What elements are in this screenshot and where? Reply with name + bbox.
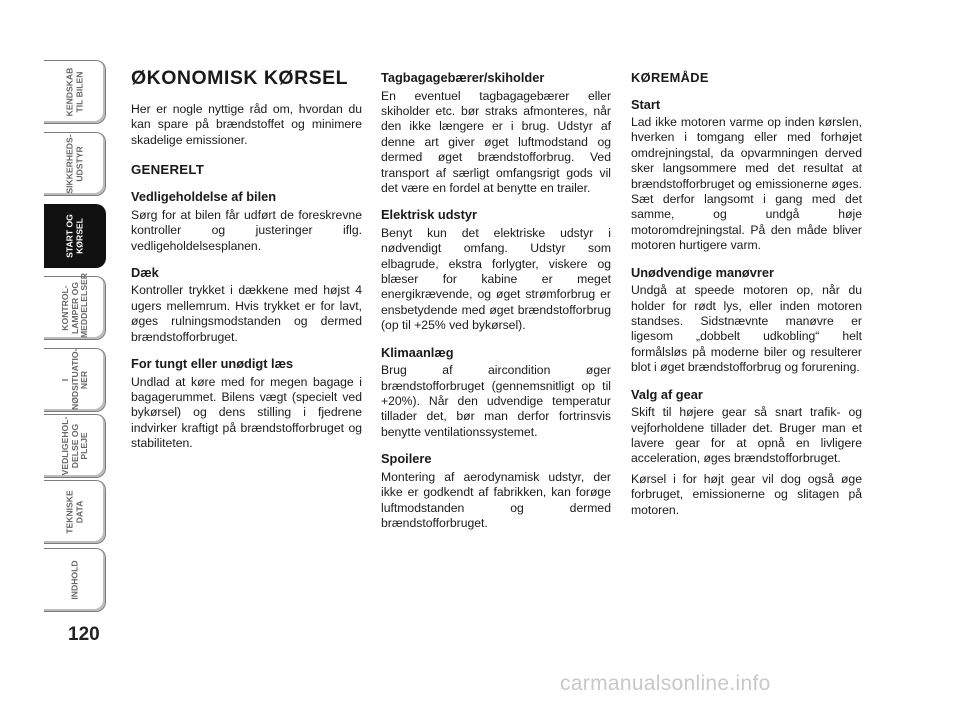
text-vedligeholdelse: Sørg for at bilen får udført de foreskrevne kontroller og justeringer iflg. vedligeholdelsesplanen. (131, 207, 362, 253)
tab-label: I NØDSITUATIO- NER (59, 348, 89, 410)
column-2 (381, 66, 611, 536)
heading-start: Start (631, 96, 661, 112)
text-klimaanlaeg: Brug af aircondition øger brændstofforbruget (gennemsnitligt op til +20%). Når den udvendige temperatur tillader det, bør man derfor fortrinsvis benytte ventilationssystemet. (381, 363, 611, 439)
text-unoedvendige-manoevrer: Undgå at speede motoren op, når du holder for rødt lys, eller inden motoren standses. Sidstnævnte manøvre er ligesom „dobbelt udkobling“ helt formålsløs på moderne biler og resulterer blot i øget brændstofforbrug og forurening. (631, 283, 862, 375)
heading-elektrisk-udstyr: Elektrisk udstyr (381, 207, 478, 223)
tab-tekniske-data[interactable] (44, 480, 106, 544)
text-spoilere: Montering af aerodynamisk udstyr, der ikke er godkendt af fabrikken, kan forøge luftmodstanden og dermed brændstofforbruget. (381, 469, 611, 530)
heading-unoedvendige-manoevrer: Unødvendige manøvrer (631, 264, 774, 280)
tab-label: VEDLIGEHOL- DELSE OG PLEJE (59, 416, 89, 476)
tab-label: INDHOLD (68, 560, 79, 600)
heading-daek: Dæk (131, 264, 159, 280)
tab-kontrollamper[interactable] (44, 273, 106, 340)
heading-vedligeholdelse: Vedligeholdelse af bilen (131, 189, 277, 205)
text-start: Lad ikke motoren varme op inden kørslen, hverken i tomgang eller med forhøjet omdrejningstal, da opvarmningen derved sker langsommere med det resultat at brændstofforbruget og emissionerne øges. Sæt derfor langsomt i gang med det samme, og undgå høje motoromdrejningstal. På den måde bliver motoren hurtigere varm. (631, 115, 862, 253)
tab-label: SIKKERHEDS- UDSTYR (64, 134, 84, 194)
watermark: carmanualsonline.info (560, 672, 771, 695)
text-tagbagagebaerer: En eventuel tagbagagebærer eller skiholder etc. bør straks afmonteres, når den ikke længere er i brug. Udstyr af denne art giver øget luftmodstand og dermed øget brændstofforbrug. Ved transport af særligt omfangsrigt gods vil det være en fordel at benytte en trailer. (381, 88, 611, 195)
text-elektrisk-udstyr: Benyt kun det elektriske udstyr i nødvendigt omfang. Udstyr som elbagrude, ekstra forlygter, viskere og blæser for kabine er meget energikrævende, og øget strømforbrug er ensbetydende med øget brændstofforbrug (op til +25% ved bykørsel). (381, 225, 611, 333)
heading-spoilere: Spoilere (381, 451, 432, 467)
column-3 (631, 66, 862, 523)
section-heading-generelt: GENERELT (131, 162, 205, 178)
tab-vedligeholdelse[interactable] (44, 414, 106, 478)
heading-tagbagagebaerer: Tagbagagebærer/skiholder (381, 70, 545, 85)
page-number: 120 (68, 624, 100, 645)
column-1 (131, 66, 362, 457)
tab-label: TEKNISKE DATA (64, 490, 84, 534)
heading-valg-af-gear: Valg af gear (631, 386, 703, 402)
heading-klimaanlaeg: Klimaanlæg (381, 344, 454, 360)
text-daek: Kontroller trykket i dækkene med højst 4 ugers mellemrum. Hvis trykket er for lavt, øges rulningsmodstanden og dermed brændstofforbruget. (131, 283, 362, 344)
tab-nodsituationer[interactable] (44, 348, 106, 412)
tab-label: KENDSKAB TIL BILEN (64, 67, 84, 117)
text-valg-af-gear-2: Kørsel i for højt gear vil dog også øge forbruget, emissionerne og slitagen på motoren. (631, 471, 862, 517)
tab-label: START OG KØRSEL (64, 214, 84, 258)
page-title: ØKONOMISK KØRSEL (131, 67, 349, 89)
tab-label: KONTROL- LAMPER OG MEDDELELSER (59, 273, 89, 338)
tab-indhold[interactable] (44, 548, 106, 612)
text-valg-af-gear-1: Skift til højere gear så snart trafik- og vejforholdene tillader det. Bruger man et lavere gear for at opnå en livligere acceleration, øges brændstofforbruget. (631, 405, 862, 466)
intro-text: Her er nogle nyttige råd om, hvordan du kan spare på brændstoffet og minimere skadelige emissioner. (131, 102, 362, 147)
section-heading-koeremaade: KØREMÅDE (631, 70, 709, 85)
tab-kendskab-til-bilen[interactable] (44, 60, 106, 124)
tab-start-og-korsel[interactable] (44, 204, 106, 268)
tab-sikkerhedsudstyr[interactable] (44, 132, 106, 196)
heading-laes: For tungt eller unødigt læs (131, 356, 294, 372)
text-laes: Undlad at køre med for megen bagage i bagagerummet. Bilens vægt (specielt ved bykørsel) og dens stilling i fjedrene indvirker kraftigt på brændstofforbruget og stabiliteten. (131, 374, 362, 451)
